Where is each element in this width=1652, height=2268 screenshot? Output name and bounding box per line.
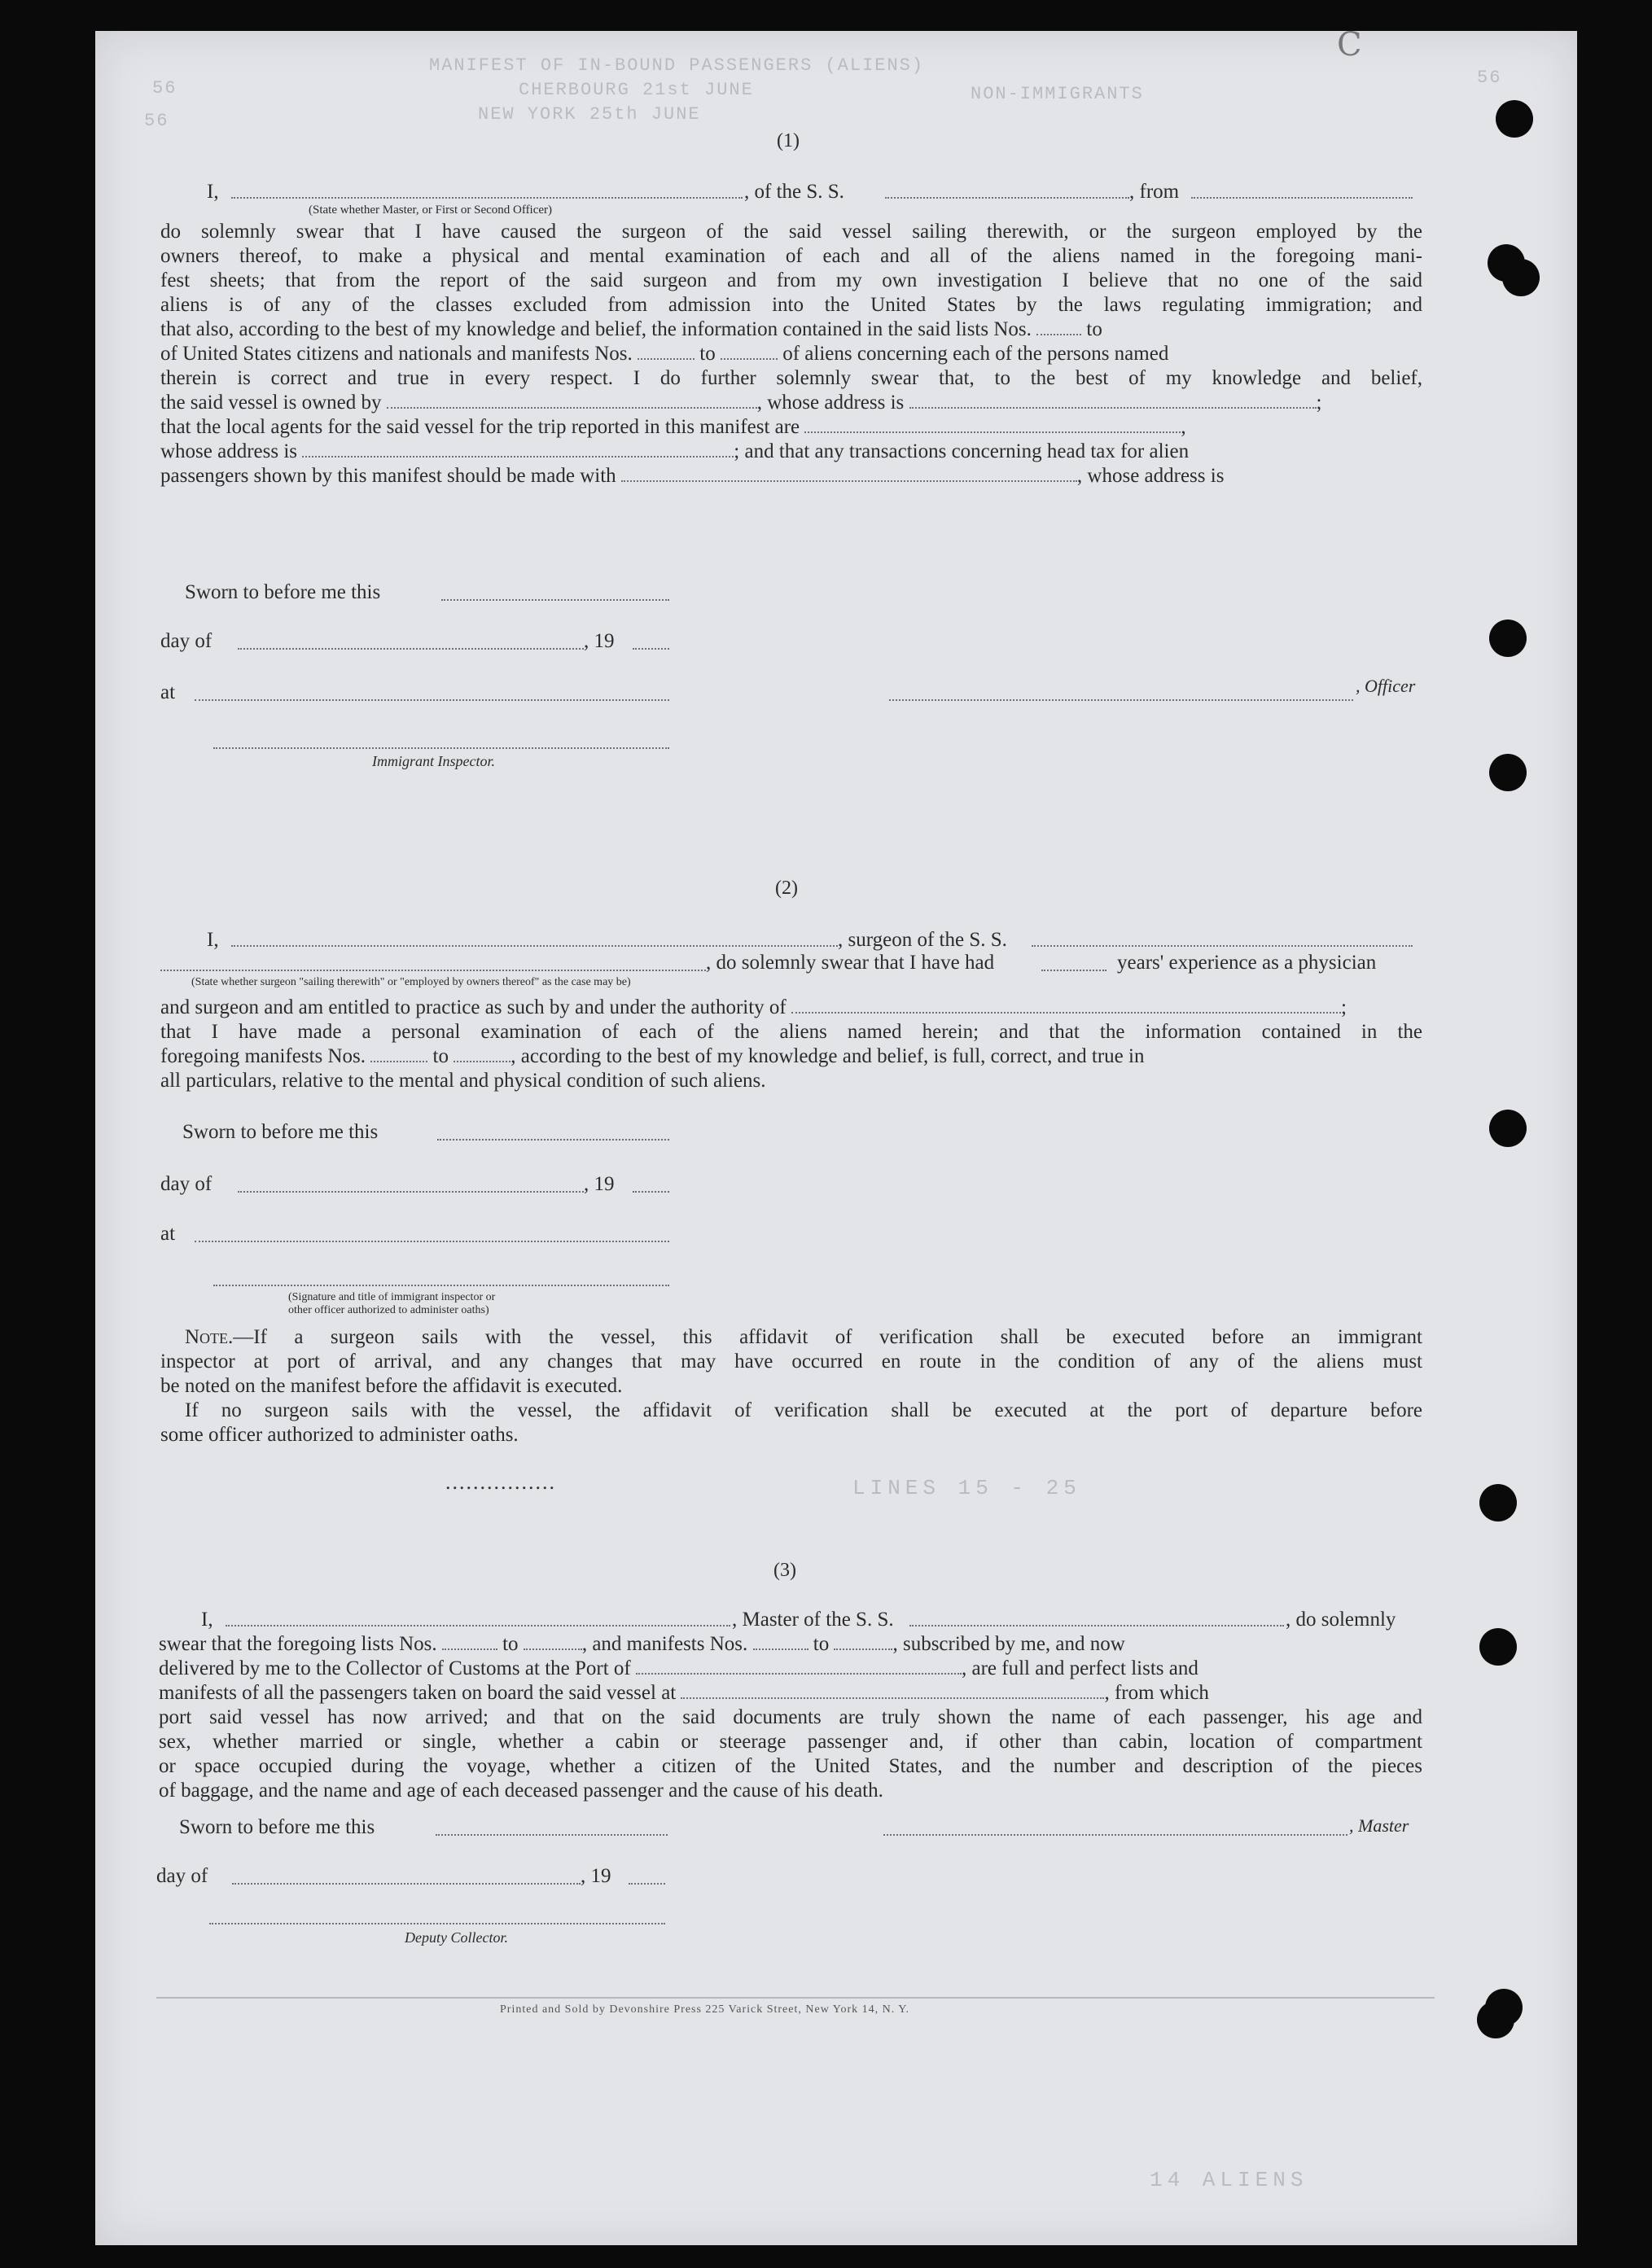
s2-para-line: that I have made a personal examination of each of the aliens named herein; and that the information contained in the [160, 1021, 1422, 1043]
s1-agents-field [804, 417, 1181, 433]
s1-owner-field [387, 392, 757, 409]
s3-lists-to-field [524, 1634, 582, 1650]
s2-to-label: to [432, 1045, 449, 1067]
middle-dots: ................ [445, 1470, 556, 1494]
s1-address-text: , whose address is [1076, 465, 1225, 487]
s1-para-line: owners thereof, to make a physical and mental examination of each and all of the aliens named in the foregoing mani- [160, 245, 1422, 267]
s1-sworn-label: Sworn to before me this [185, 581, 381, 603]
s3-master-name-field [226, 1610, 730, 1627]
s3-lists-from-field [442, 1634, 497, 1650]
s1-i-label: I, [207, 181, 219, 203]
s2-month-field [238, 1176, 584, 1193]
s2-note-line: inspector at port of arrival, and any changes that may have occurred en route in the condition of any of the aliens must [160, 1351, 1422, 1373]
s2-para-line: all particulars, relative to the mental and physical condition of such aliens. [160, 1070, 766, 1092]
s3-do-solemnly-label: , do solemnly [1286, 1609, 1396, 1631]
ghost-non-immigrants: NON-IMMIGRANTS [971, 84, 1144, 104]
s2-day-of-label: day of [160, 1173, 213, 1195]
s1-from-field [1191, 182, 1413, 199]
section-1-number: (1) [777, 130, 800, 151]
s3-from-which-text: , from which [1104, 1682, 1209, 1704]
binder-hole [1496, 100, 1533, 138]
s1-year-field [633, 633, 669, 650]
s3-subscribed-text: , subscribed by me, and now [892, 1633, 1125, 1655]
note-text: —If a surgeon sails with the vessel, this affidavit of verification shall be executed before an immigrant [233, 1326, 1422, 1348]
s3-taken-text: manifests of all the passengers taken on board the said vessel at [159, 1682, 677, 1704]
manifest-page [95, 26, 1577, 2245]
binder-hole [1479, 1484, 1517, 1521]
ghost-margin-number: 56 [152, 78, 177, 99]
s2-surgeon-of-label: , surgeon of the S. S. [838, 929, 1007, 951]
s3-paragraph [159, 1632, 1422, 1803]
s1-lists-from-field [1036, 319, 1081, 335]
s1-place-field [195, 685, 669, 701]
section-3-number: (3) [773, 1560, 796, 1581]
s2-swear-label: , do solemnly swear that I have had [706, 952, 995, 974]
s1-para-line [160, 440, 1422, 464]
s3-para-line [159, 1632, 1422, 1657]
ghost-lines: LINES 15 - 25 [852, 1476, 1081, 1500]
s2-para-line [160, 1044, 1422, 1069]
s1-para-line [160, 391, 1422, 415]
s3-sworn-date-field [436, 1819, 668, 1836]
s1-head-tax-text: ; and that any transactions concerning head tax for alien [734, 440, 1190, 462]
s1-comma: , [1181, 416, 1186, 438]
s1-passengers-text: passengers shown by this manifest should be made with [160, 465, 616, 487]
s3-manifests-text: , and manifests Nos. [581, 1633, 748, 1655]
s3-master-signature-field [883, 1819, 1347, 1836]
s2-year-field [633, 1176, 669, 1193]
s3-year-label: , 19 [581, 1865, 611, 1887]
s1-para-line [160, 415, 1422, 440]
s2-note-line: some officer authorized to administer oaths. [160, 1424, 519, 1446]
s1-para-line: aliens is of any of the classes excluded from admission into the United States by the laws regulating immigration; and [160, 294, 1422, 316]
s1-from-label: , from [1129, 181, 1180, 203]
s3-manifests-to-field [834, 1634, 892, 1650]
s2-years-field [1041, 955, 1106, 971]
s1-para-line: fest sheets; that from the report of the said surgeon and from my own investigation I believe that no one of the said [160, 269, 1422, 291]
s1-to-label: to [699, 343, 716, 365]
binder-hole [1489, 620, 1527, 657]
s3-lists-text: swear that the foregoing lists Nos. [159, 1633, 437, 1655]
s1-to-label: to [1086, 318, 1102, 340]
s1-manifests-from-field [638, 344, 695, 360]
s2-year-label: , 19 [584, 1173, 615, 1195]
note-label: Note. [185, 1326, 234, 1348]
s1-semicolon: ; [1316, 392, 1322, 414]
ghost-margin-number: 56 [144, 111, 169, 131]
s2-place-field [195, 1226, 669, 1242]
s1-month-field [238, 633, 584, 650]
s3-para-line [159, 1681, 1422, 1705]
s2-sworn-date-field [437, 1124, 669, 1141]
s2-manifests-from-field [370, 1046, 427, 1062]
s2-manifests-text: foregoing manifests Nos. [160, 1045, 366, 1067]
s1-owner-address-field [909, 392, 1317, 409]
s1-vessel-field [885, 182, 1129, 199]
s1-para-line [160, 342, 1422, 366]
s2-i-label: I, [207, 929, 219, 951]
s1-agent-address-text: whose address is [160, 440, 298, 462]
s3-para-line: or space occupied during the voyage, whether a citizen of the United States, and the number and description of the pieces [159, 1755, 1422, 1777]
s3-to-label: to [813, 1633, 830, 1655]
binder-hole [1479, 1628, 1517, 1666]
s1-officer-signature-field [889, 685, 1353, 701]
s1-para-line: therein is correct and true in every respect. I do further solemnly swear that, to the best of my knowledge and belief, [160, 367, 1422, 389]
s1-year-label: , 19 [584, 630, 615, 652]
s3-year-field [629, 1868, 665, 1885]
s1-lists-text: that also, according to the best of my knowledge and belief, the information contained in the said lists Nos. [160, 318, 1032, 340]
s2-according-text: , according to the best of my knowledge and belief, is full, correct, and true in [510, 1045, 1145, 1067]
ghost-arrival: NEW YORK 25th JUNE [478, 104, 701, 125]
s2-note-line [160, 1325, 1422, 1350]
s2-note-line: be noted on the manifest before the affidavit is executed. [160, 1375, 623, 1397]
s3-month-field [232, 1868, 581, 1885]
s1-para-line [160, 317, 1422, 342]
s2-surgeon-name-field [231, 930, 838, 947]
s2-at-label: at [160, 1223, 176, 1245]
printer-imprint: Printed and Sold by Devonshire Press 225 Varick Street, New York 14, N. Y. [500, 2003, 910, 2016]
s2-surgeon-status-field [160, 955, 706, 971]
s3-to-label: to [502, 1633, 519, 1655]
s2-vessel-field [1032, 930, 1413, 947]
s3-para-line: port said vessel has now arrived; and that on the said documents are truly shown the name of each passenger, his age and [159, 1706, 1422, 1728]
binder-hole [1477, 2001, 1514, 2038]
binder-hole [1489, 754, 1527, 791]
s2-paragraph [160, 996, 1422, 1093]
s1-officer-label: , Officer [1356, 676, 1416, 696]
s1-at-label: at [160, 681, 176, 703]
s3-vessel-field [909, 1610, 1284, 1627]
s1-address-text: , whose address is [756, 392, 905, 414]
s1-agent-address-field [302, 441, 734, 458]
s3-deputy-signature-line [209, 1923, 665, 1924]
s1-owned-text: the said vessel is owned by [160, 392, 382, 414]
s3-customs-text: delivered by me to the Collector of Customs at the Port of [159, 1657, 631, 1679]
s1-manifests-to-field [721, 344, 778, 360]
s3-master-of-label: , Master of the S. S. [732, 1609, 894, 1631]
section-2-number: (2) [775, 878, 798, 899]
s1-caption: (State whether Master, or First or Second Officer) [309, 204, 553, 217]
s2-sworn-label: Sworn to before me this [182, 1121, 379, 1143]
s3-full-text: , are full and perfect lists and [962, 1657, 1198, 1679]
s3-deputy-label: Deputy Collector. [405, 1929, 508, 1946]
s2-authority-field [791, 997, 1341, 1014]
binder-hole [1489, 1110, 1527, 1147]
s3-para-line [159, 1657, 1422, 1681]
s1-agents-text: that the local agents for the said vessel for the trip reported in this manifest are [160, 416, 800, 438]
s3-sworn-label: Sworn to before me this [179, 1816, 375, 1838]
s2-note [160, 1325, 1422, 1447]
s1-of-ss-label: , of the S. S. [744, 181, 844, 203]
s2-note-line: If no surgeon sails with the vessel, the affidavit of verification shall be executed at the port of departure before [185, 1399, 1422, 1421]
s3-i-label: I, [201, 1609, 213, 1631]
s1-para-line [160, 464, 1422, 488]
s1-para-line: do solemnly swear that I have caused the surgeon of the said vessel sailing therewith, or the surgeon employed by the [160, 221, 1422, 243]
s3-manifests-from-field [753, 1634, 808, 1650]
s3-master-label: , Master [1349, 1815, 1409, 1836]
s2-caption: (State whether surgeon "sailing therewith" or "employed by owners thereof" as the case may be) [191, 976, 631, 988]
binder-hole [1502, 259, 1540, 296]
s1-paragraph [160, 220, 1422, 488]
ghost-margin-number: 56 [1477, 68, 1502, 88]
s1-aliens-text: of aliens concerning each of the persons named [782, 343, 1169, 365]
ghost-title: MANIFEST OF IN-BOUND PASSENGERS (ALIENS) [429, 55, 925, 76]
s1-manifests-text: of United States citizens and nationals and manifests Nos. [160, 343, 633, 365]
s3-para-line: sex, whether married or single, whether a cabin or steerage passenger and, if other than cabin, location of compartment [159, 1731, 1422, 1753]
s1-sworn-date-field [441, 585, 669, 601]
s2-inspector-signature-line [213, 1285, 669, 1286]
s1-inspector-signature-line [213, 747, 669, 749]
ghost-alien-count: 14 ALIENS [1150, 2168, 1308, 2192]
s2-manifests-to-field [454, 1046, 510, 1062]
s3-day-of-label: day of [156, 1865, 208, 1887]
ghost-route: CHERBOURG 21st JUNE [519, 80, 754, 100]
s3-para-line: of baggage, and the name and age of each deceased passenger and the cause of his death. [159, 1780, 883, 1802]
s2-years-label: years' experience as a physician [1117, 952, 1377, 974]
s1-head-tax-party-field [621, 466, 1077, 482]
s2-para-line [160, 996, 1422, 1020]
s3-port-field [636, 1658, 962, 1675]
s2-sig-caption: (Signature and title of immigrant inspector or [288, 1291, 496, 1303]
s2-sig-caption: other officer authorized to administer oaths) [288, 1304, 489, 1316]
s1-officer-name-field [231, 182, 743, 199]
s2-authority-text: and surgeon and am entitled to practice as such by and under the authority of [160, 996, 787, 1018]
s3-departure-port-field [681, 1683, 1104, 1699]
s1-inspector-label: Immigrant Inspector. [372, 753, 495, 769]
footer-rule [156, 1997, 1435, 1999]
s1-day-of-label: day of [160, 630, 213, 652]
s2-semicolon: ; [1341, 996, 1347, 1018]
corner-mark: C [1337, 26, 1362, 63]
